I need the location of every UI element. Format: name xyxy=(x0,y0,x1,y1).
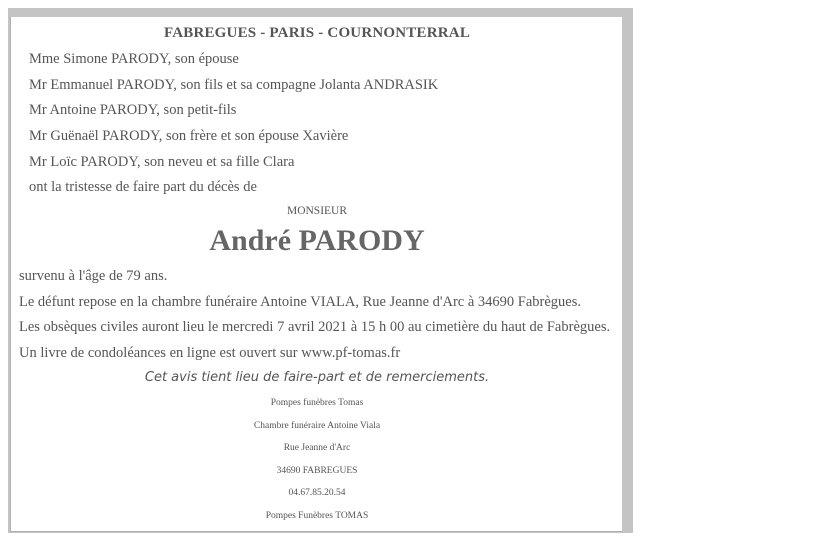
contact-line: Chambre funéraire Antoine Viala xyxy=(253,421,381,431)
detail-line: Le défunt repose en la chambre funéraire Antoine VIALA, Rue Jeanne d'Arc à 34690 Fabrègues. xyxy=(19,294,582,310)
family-member-line: Mr Loïc PARODY, son neveu et sa fille Clara xyxy=(29,154,295,170)
contact-line: 34690 FABREGUES xyxy=(276,466,358,476)
contact-line: 04.67.85.20.54 xyxy=(288,488,346,498)
deceased-name: André PARODY xyxy=(209,224,425,257)
contact-line: Pompes funèbres Tomas xyxy=(270,398,364,408)
family-member-line: Mme Simone PARODY, son épouse xyxy=(29,51,239,67)
detail-line: Un livre de condoléances en ligne est ouvert sur www.pf-tomas.fr xyxy=(19,345,401,361)
contact-line: Pompes Funèbres TOMAS xyxy=(265,511,369,521)
detail-line: Les obsèques civiles auront lieu le mercredi 7 avril 2021 à 15 h 00 au cimetière du haut de Fabrègues. xyxy=(19,319,611,335)
closing-note: Cet avis tient lieu de faire-part et de remerciements. xyxy=(144,370,490,385)
announcement-line: ont la tristesse de faire part du décès de xyxy=(29,179,257,195)
notice-heading: FABREGUES - PARIS - COURNONTERRAL xyxy=(163,25,471,41)
honorific: MONSIEUR xyxy=(286,205,348,217)
death-notice xyxy=(10,17,622,532)
family-member-line: Mr Emmanuel PARODY, son fils et sa compagne Jolanta ANDRASIK xyxy=(29,77,439,93)
contact-line: Rue Jeanne d'Arc xyxy=(283,443,351,453)
family-member-line: Mr Antoine PARODY, son petit-fils xyxy=(29,102,237,118)
family-member-line: Mr Guënaël PARODY, son frère et son épouse Xavière xyxy=(29,128,349,144)
detail-line: survenu à l'âge de 79 ans. xyxy=(19,268,168,284)
